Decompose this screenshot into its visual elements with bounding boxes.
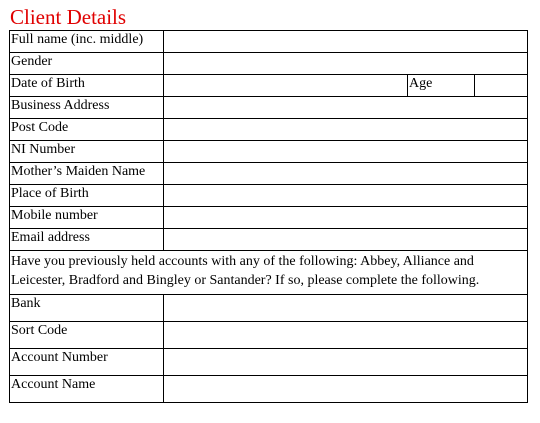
field-place-of-birth[interactable] xyxy=(164,185,528,207)
label-mothers-maiden-name: Mother’s Maiden Name xyxy=(10,163,164,185)
row-sort-code xyxy=(10,322,528,349)
previous-accounts-note: Have you previously held accounts with any of the following: Abbey, Alliance and Leicester, Bradford and Bingley or Santander? If so, please complete the following. xyxy=(10,251,528,295)
row-account-number xyxy=(10,349,528,376)
row-full-name xyxy=(10,31,528,53)
field-business-address[interactable] xyxy=(164,97,528,119)
label-place-of-birth: Place of Birth xyxy=(10,185,164,207)
label-ni-number: NI Number xyxy=(10,141,164,163)
field-email-address[interactable] xyxy=(164,229,528,251)
field-mobile-number[interactable] xyxy=(164,207,528,229)
row-email-address xyxy=(10,229,528,251)
client-details-table xyxy=(9,30,528,403)
row-mobile-number xyxy=(10,207,528,229)
field-bank[interactable] xyxy=(164,295,528,322)
field-account-number[interactable] xyxy=(164,349,528,376)
form-title: Client Details xyxy=(10,5,127,29)
label-full-name: Full name (inc. middle) xyxy=(10,31,164,53)
row-mothers-maiden-name xyxy=(10,163,528,185)
row-date-of-birth xyxy=(10,75,528,97)
label-account-number: Account Number xyxy=(10,349,164,376)
label-post-code: Post Code xyxy=(10,119,164,141)
row-bank xyxy=(10,295,528,322)
row-previous-accounts-note xyxy=(10,251,528,295)
label-business-address: Business Address xyxy=(10,97,164,119)
field-full-name[interactable] xyxy=(164,31,528,53)
field-date-of-birth[interactable] xyxy=(164,75,408,97)
row-gender xyxy=(10,53,528,75)
label-account-name: Account Name xyxy=(10,376,164,403)
field-account-name[interactable] xyxy=(164,376,528,403)
field-gender[interactable] xyxy=(164,53,528,75)
field-mothers-maiden-name[interactable] xyxy=(164,163,528,185)
field-ni-number[interactable] xyxy=(164,141,528,163)
label-mobile-number: Mobile number xyxy=(10,207,164,229)
row-place-of-birth xyxy=(10,185,528,207)
field-age[interactable] xyxy=(475,75,528,97)
row-business-address xyxy=(10,97,528,119)
field-post-code[interactable] xyxy=(164,119,528,141)
label-age: Age xyxy=(408,75,475,97)
label-gender: Gender xyxy=(10,53,164,75)
row-post-code xyxy=(10,119,528,141)
label-sort-code: Sort Code xyxy=(10,322,164,349)
row-ni-number xyxy=(10,141,528,163)
label-bank: Bank xyxy=(10,295,164,322)
label-date-of-birth: Date of Birth xyxy=(10,75,164,97)
row-account-name xyxy=(10,376,528,403)
label-email-address: Email address xyxy=(10,229,164,251)
field-sort-code[interactable] xyxy=(164,322,528,349)
